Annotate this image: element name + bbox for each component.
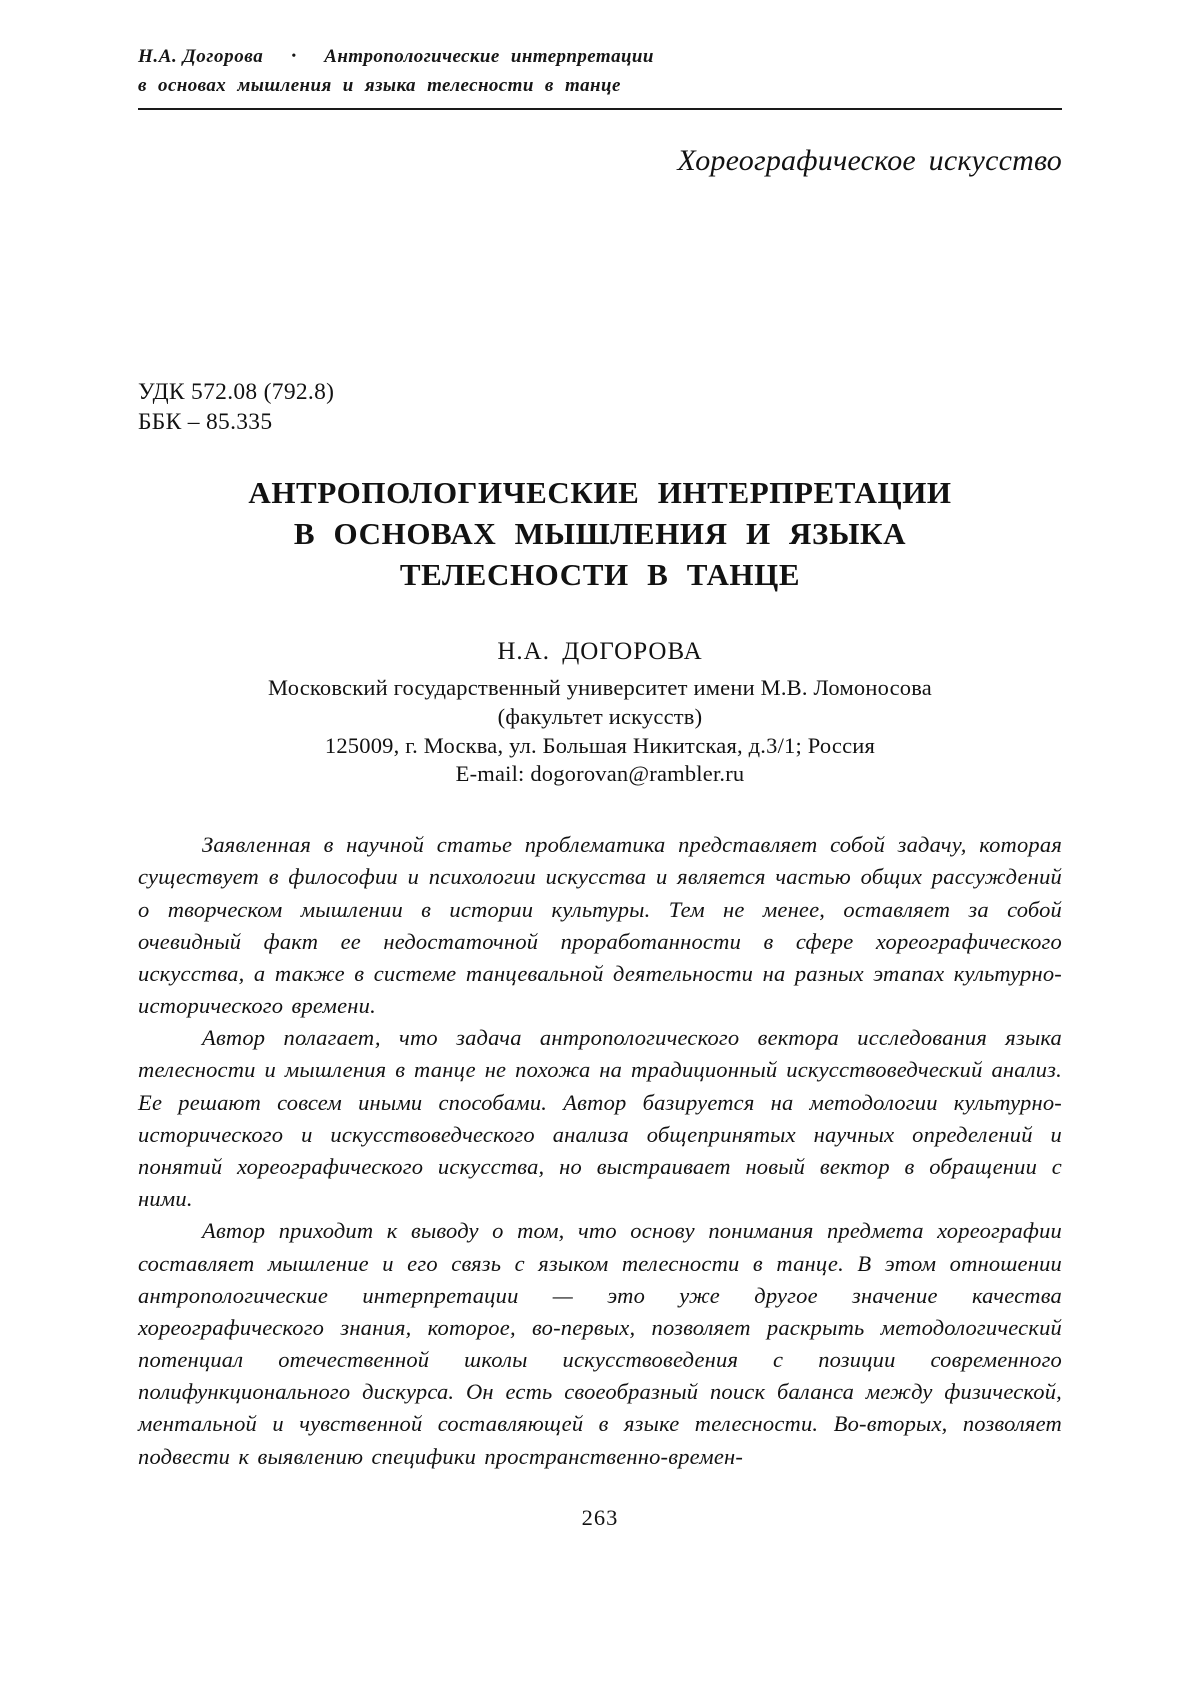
header-rule <box>138 108 1062 110</box>
affiliation-faculty: (факультет искусств) <box>497 703 703 729</box>
abstract <box>138 829 1062 1472</box>
udc-code: УДК 572.08 (792.8) <box>138 379 335 406</box>
running-head-title-continuation: в основах мышления и языка телесности в танце <box>138 75 621 97</box>
article-title: АНТРОПОЛОГИЧЕСКИЕ ИНТЕРПРЕТАЦИИ В ОСНОВАХ МЫШЛЕНИЯ И ЯЗЫКА ТЕЛЕСНОСТИ В ТАНЦЕ <box>248 475 952 593</box>
running-head <box>138 0 1062 98</box>
page-header <box>138 0 1062 110</box>
abstract-paragraph: Автор полагает, что задача антропологического вектора исследования языка телесности и мышления в танце не похожа на традиционный искусствоведческий анализ. Ее решают совсем иными способами. Автор базируется на методологии культурно-исторического и искусствоведческого анализа общепринятых научных определений и понятий хореографического искусства, но выстраивает новый вектор в обращении с ними. <box>138 1025 1062 1212</box>
article-author: Н.А. ДОГОРОВА <box>497 638 703 666</box>
affiliation-block <box>138 674 1062 789</box>
affiliation-email: E-mail: dogorovan@rambler.ru <box>455 761 745 787</box>
section-heading: Хореографическое искусство <box>677 144 1062 178</box>
running-head-title: Антропологические интерпретации <box>324 46 654 67</box>
abstract-paragraph: Автор приходит к выводу о том, что основу понимания предмета хореографии составляет мышление и его связь с языком телесности в танце. В этом отношении антропологические интерпретации — это уже другое значение качества хореографического знания, которое, во-первых, позволяет раскрыть методологический потенциал отечественной школы искусствоведения с позиции современного полифункционального дискурса. Он есть своеобразный поиск баланса между физической, ментальной и чувственной составляющей в языке телесности. Во-вторых, позволяет подвести к выявлению специфики пространственно-времен- <box>138 1218 1062 1469</box>
running-head-line1 <box>138 44 1062 69</box>
bullet-separator: • <box>291 49 297 64</box>
page-number: 263 <box>581 1505 619 1530</box>
abstract-paragraph: Заявленная в научной статье проблематика представляет собой задачу, которая существует в философии и психологии искусства и является частью общих рассуждений о творческом мышлении в истории культуры. Тем не менее, оставляет за собой очевидный факт ее недостаточной проработанности в сфере хореографического искусства, а также в системе танцевальной деятельности на разных этапах культурно-исторического времени. <box>138 832 1062 1019</box>
classification-block <box>138 378 1062 437</box>
bbk-code: ББК – 85.335 <box>138 408 273 435</box>
running-head-author: Н.А. Догорова <box>138 46 264 67</box>
affiliation-university: Московский государственный университет имени М.В. Ломоносова <box>268 675 932 701</box>
affiliation-address: 125009, г. Москва, ул. Большая Никитская, д.3/1; Россия <box>324 732 876 758</box>
